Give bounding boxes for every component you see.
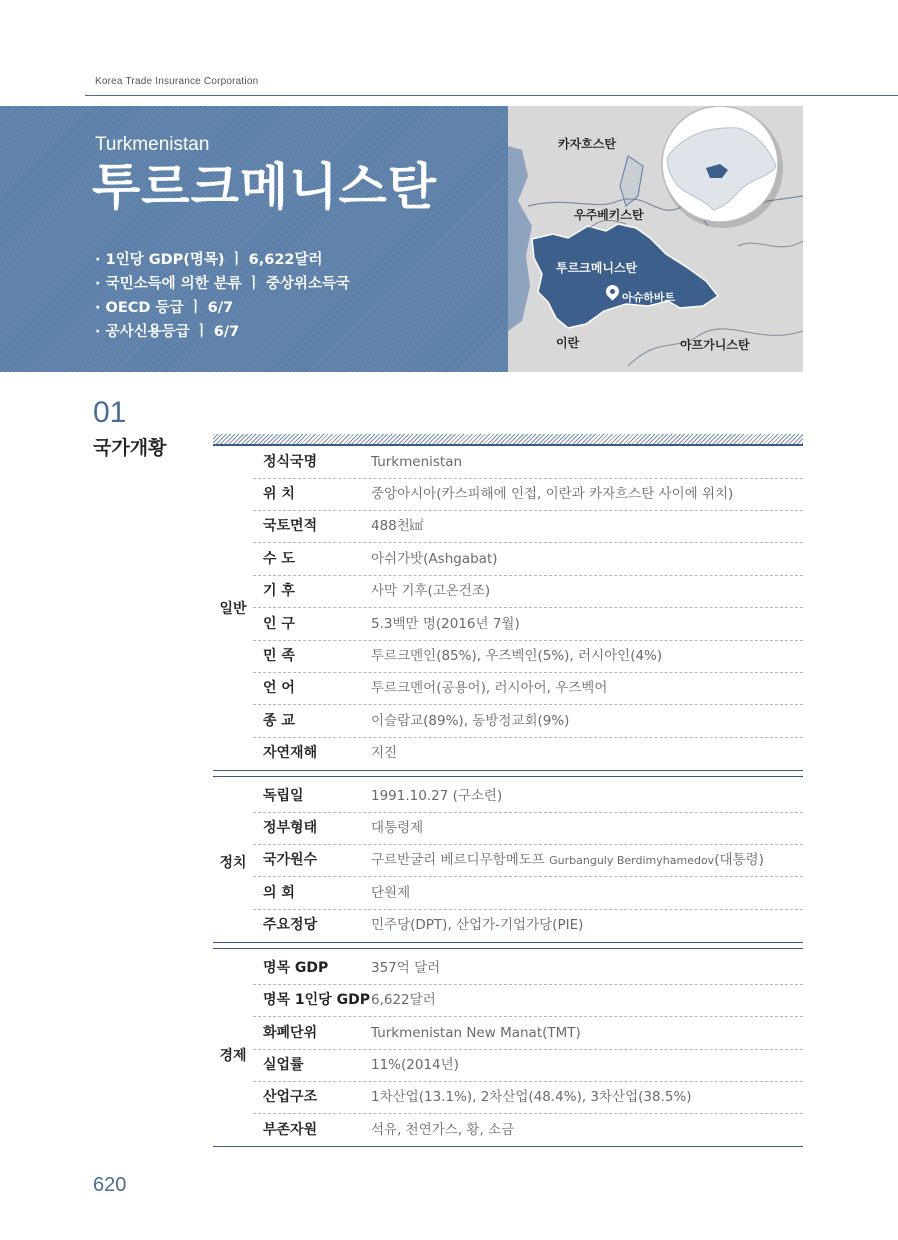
map-label-uzbekistan: 우주베키스탄 <box>574 208 644 222</box>
table-row <box>253 737 803 769</box>
row-label: 명목 1인당 GDP <box>263 992 370 1008</box>
row-label: 실업률 <box>263 1057 304 1073</box>
table-row <box>253 1114 803 1146</box>
head-of-state-ko: 구르반굴리 베르디무함메도프 <box>371 852 545 868</box>
country-map <box>508 106 803 372</box>
table-row <box>253 844 803 877</box>
row-label: 국가원수 <box>263 852 318 868</box>
group-label-politics: 정치 <box>219 855 247 871</box>
table-row <box>253 1049 803 1082</box>
section-title: 국가개황 <box>93 437 167 459</box>
country-name-en: Turkmenistan <box>95 134 210 155</box>
row-label: 수 도 <box>263 551 295 567</box>
table-row <box>253 1081 803 1114</box>
header-divider <box>85 95 898 96</box>
row-value: 11%(2014년) <box>371 1057 459 1073</box>
group-label-economy: 경제 <box>219 1048 247 1064</box>
row-value: 지진 <box>371 745 398 761</box>
table-row <box>253 640 803 673</box>
page-number: 620 <box>93 1174 127 1196</box>
table-row <box>253 446 803 479</box>
row-value: 중앙아시아(카스피해에 인접, 이란과 카자흐스탄 사이에 위치) <box>371 486 734 502</box>
row-label: 국토면적 <box>263 518 318 534</box>
country-name-ko: 투르크메니스탄 <box>92 158 438 216</box>
map-label-iran: 이란 <box>556 336 580 350</box>
map-label-capital: 아슈하바트 <box>622 291 676 304</box>
row-label: 자연재해 <box>263 745 318 761</box>
group-divider <box>213 770 803 777</box>
table-row <box>253 478 803 511</box>
row-value: 488천㎢ <box>371 518 424 534</box>
row-label: 종 교 <box>263 713 295 729</box>
row-label: 민 족 <box>263 648 295 664</box>
row-value: 6,622달러 <box>371 992 436 1008</box>
table-row <box>253 608 803 641</box>
table-row <box>253 984 803 1017</box>
table-row <box>253 1017 803 1050</box>
row-value: 투르크멘인(85%), 우즈벡인(5%), 러시아인(4%) <box>371 648 663 664</box>
group-divider <box>213 942 803 949</box>
table-row <box>253 909 803 941</box>
row-label: 부존자원 <box>263 1122 318 1138</box>
table-row <box>253 510 803 543</box>
table-row <box>253 705 803 738</box>
row-label: 위 치 <box>263 486 295 502</box>
table-row <box>253 672 803 705</box>
table-row <box>253 780 803 813</box>
row-label: 화폐단위 <box>263 1025 318 1041</box>
table-row <box>253 877 803 910</box>
row-value: 투르크멘어(공용어), 러시아어, 우즈벡어 <box>371 680 608 696</box>
section-number: 01 <box>93 396 127 429</box>
row-label: 정식국명 <box>263 454 318 470</box>
row-value: 1차산업(13.1%), 2차산업(48.4%), 3차산업(38.5%) <box>371 1089 692 1105</box>
header-org: Korea Trade Insurance Corporation <box>95 76 259 87</box>
row-value: 1991.10.27 (구소련) <box>371 788 503 804</box>
map-label-kazakhstan: 카자흐스탄 <box>558 137 616 151</box>
row-value: 민주당(DPT), 산업가-기업가당(PIE) <box>371 917 584 933</box>
row-value: 석유, 천연가스, 황, 소금 <box>371 1122 515 1138</box>
indicator-gdp-per-capita: · 1인당 GDP(명목) ㅣ 6,622달러 <box>95 252 323 268</box>
row-value: Turkmenistan <box>371 454 463 470</box>
row-value: 단원제 <box>371 885 411 901</box>
row-value: 이슬람교(89%), 동방정교회(9%) <box>371 713 570 729</box>
row-value: 5.3백만 명(2016년 7월) <box>371 616 520 632</box>
row-value: 357억 달러 <box>371 960 441 976</box>
row-value: 아쉬가밧(Ashgabat) <box>371 551 498 567</box>
table-row <box>253 543 803 576</box>
row-label: 주요정당 <box>263 917 318 933</box>
head-of-state-title: (대통령) <box>714 852 764 868</box>
row-label: 기 후 <box>263 583 295 599</box>
table-row <box>253 952 803 985</box>
row-label: 독립일 <box>263 788 304 804</box>
key-indicators <box>95 248 350 344</box>
row-value: 사막 기후(고온건조) <box>371 583 491 599</box>
row-value: Turkmenistan New Manat(TMT) <box>371 1025 581 1041</box>
head-of-state-en: Gurbanguly Berdimyhamedov <box>549 854 715 867</box>
indicator-oecd-grade: · OECD 등급 ㅣ 6/7 <box>95 300 234 316</box>
row-label: 정부형태 <box>263 820 318 836</box>
table-header-stripe <box>213 434 803 446</box>
map-graphic <box>508 106 803 372</box>
map-label-turkmenistan: 투르크메니스탄 <box>556 261 638 275</box>
indicator-income-class: · 국민소득에 의한 분류 ㅣ 중상위소득국 <box>95 276 350 292</box>
indicator-credit-grade: · 공사신용등급 ㅣ 6/7 <box>95 324 240 340</box>
row-value: 대통령제 <box>371 820 424 836</box>
table-row <box>253 575 803 608</box>
map-label-afghanistan: 아프가니스탄 <box>680 338 750 352</box>
table-bottom-line <box>213 1146 803 1147</box>
row-value <box>371 844 764 876</box>
row-label: 의 회 <box>263 885 295 901</box>
row-label: 명목 GDP <box>263 960 329 976</box>
row-label: 언 어 <box>263 680 295 696</box>
group-label-general: 일반 <box>219 601 247 617</box>
table-row <box>253 812 803 845</box>
row-label: 산업구조 <box>263 1089 318 1105</box>
row-label: 인 구 <box>263 616 295 632</box>
